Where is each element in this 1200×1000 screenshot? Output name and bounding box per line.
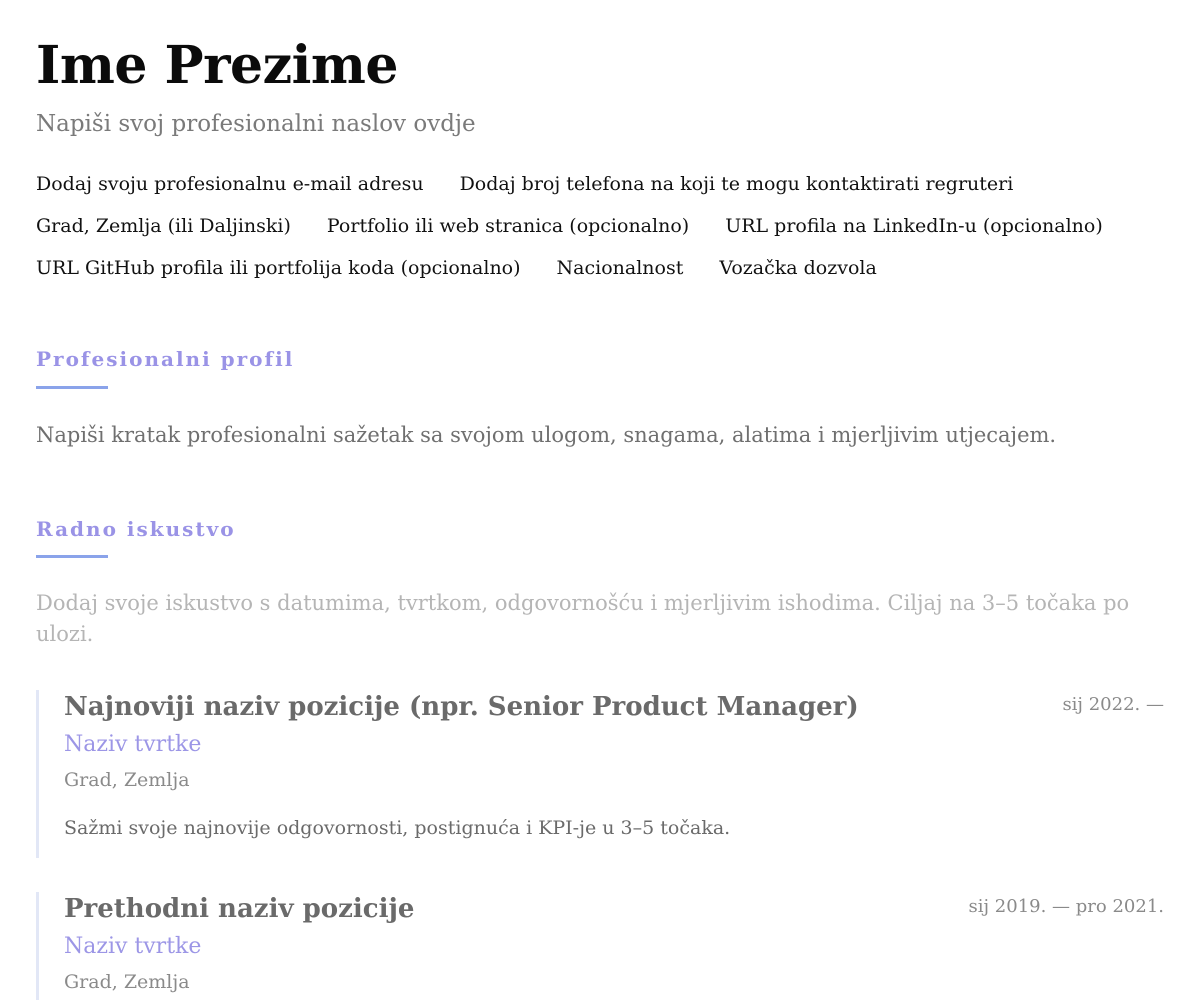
contact-details (36, 170, 1156, 282)
contact-nationality: Nacionalnost (556, 257, 684, 279)
section-rule-experience (36, 555, 108, 558)
job-entry (36, 892, 1164, 1000)
contact-email: Dodaj svoju profesionalnu e-mail adresu (36, 173, 424, 195)
job-title: Najnoviji naziv pozicije (npr. Senior Product Manager) (64, 692, 859, 722)
job-location: Grad, Zemlja (64, 769, 190, 791)
job-title: Prethodni naziv pozicije (64, 894, 415, 924)
section-title-profile: Profesionalni profil (36, 347, 295, 371)
job-date: sij 2022. — (1062, 694, 1164, 715)
job-entry (36, 690, 1164, 858)
candidate-name: Ime Prezime (36, 35, 399, 96)
contact-linkedin: URL profila na LinkedIn-u (opcionalno) (725, 215, 1103, 237)
contact-phone: Dodaj broj telefona na koji te mogu kontaktirati regruteri (459, 173, 1014, 195)
job-date: sij 2019. — pro 2021. (968, 896, 1164, 917)
experience-intro: Dodaj svoje iskustvo s datumima, tvrtkom, odgovornošću i mjerljivim ishodima. Ciljaj na 3–5 točaka po ulozi. (36, 591, 1130, 646)
job-company: Naziv tvrtke (64, 934, 202, 959)
contact-portfolio: Portfolio ili web stranica (opcionalno) (326, 215, 690, 237)
section-title-experience: Radno iskustvo (36, 517, 236, 541)
contact-drivers-license: Vozačka dozvola (719, 257, 877, 279)
profile-summary: Napiši kratak profesionalni sažetak sa svojom ulogom, snagama, alatima i mjerljivim utjecajem. (36, 423, 1057, 447)
section-rule-profile (36, 386, 108, 389)
contact-location: Grad, Zemlja (ili Daljinski) (36, 215, 291, 237)
job-company: Naziv tvrtke (64, 732, 202, 757)
job-summary: Sažmi svoje najnovije odgovornosti, postignuća i KPI-je u 3–5 točaka. (64, 817, 731, 839)
contact-github: URL GitHub profila ili portfolija koda (opcionalno) (36, 257, 521, 279)
job-location: Grad, Zemlja (64, 971, 190, 993)
professional-headline: Napiši svoj profesionalni naslov ovdje (36, 111, 476, 137)
